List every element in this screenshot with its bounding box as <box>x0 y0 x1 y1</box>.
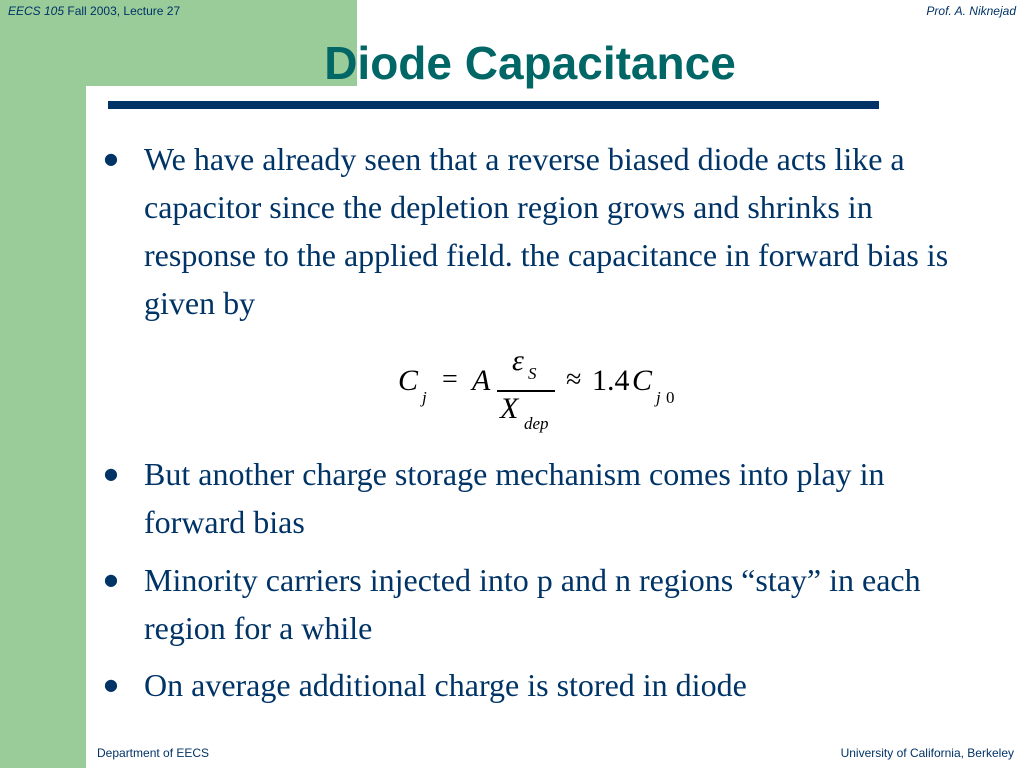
green-side-band <box>0 0 86 768</box>
eq-lhs-symbol: C <box>398 364 419 397</box>
eq-approx-sign: ≈ <box>566 364 582 395</box>
eq-rhs-subscript-j: j <box>656 388 661 407</box>
course-term: Fall 2003, Lecture 27 <box>67 4 181 18</box>
bullet-text: On average additional charge is stored in diode <box>144 667 747 703</box>
eq-rhs-subscript-zero: 0 <box>666 388 675 407</box>
course-code: EECS 105 <box>8 4 65 18</box>
eq-coefficient: 1.4 <box>592 364 630 397</box>
bullet-text: But another charge storage mechanism comes into play in forward bias <box>144 456 885 540</box>
eq-permittivity-symbol: ε <box>512 344 524 377</box>
eq-permittivity-subscript: S <box>528 364 537 383</box>
slide-title: Diode Capacitance <box>324 37 736 89</box>
bullet-dot-icon: ● <box>104 464 118 483</box>
department-footer: Department of EECS <box>97 746 210 760</box>
eq-lhs-subscript: j <box>422 388 427 407</box>
author-header: Prof. A. Niknejad <box>926 4 1016 18</box>
bullet-text: We have already seen that a reverse biased diode acts like a capacitor since the depletion region grows and shrinks in response to the applied field. the capacitance in forward bias is given by <box>144 141 949 321</box>
bullet-item <box>104 135 964 327</box>
eq-equals-sign: = <box>442 364 458 395</box>
bullet-dot-icon: ● <box>104 149 118 168</box>
eq-rhs-symbol: C <box>632 364 653 397</box>
bullet-dot-icon: ● <box>104 570 118 589</box>
bullet-dot-icon: ● <box>104 675 118 694</box>
bullet-item <box>104 450 964 546</box>
bullet-text: Minority carriers injected into p and n regions “stay” in each region for a while <box>144 562 921 646</box>
capacitance-equation <box>396 344 696 440</box>
course-header <box>8 4 180 18</box>
eq-depletion-width-symbol: X <box>500 392 519 425</box>
eq-area-symbol: A <box>472 364 491 397</box>
title-underline <box>108 101 879 109</box>
bullet-item <box>104 661 964 709</box>
university-footer: University of California, Berkeley <box>840 746 1014 760</box>
bullet-item <box>104 556 964 652</box>
eq-depletion-width-subscript: dep <box>524 414 549 433</box>
